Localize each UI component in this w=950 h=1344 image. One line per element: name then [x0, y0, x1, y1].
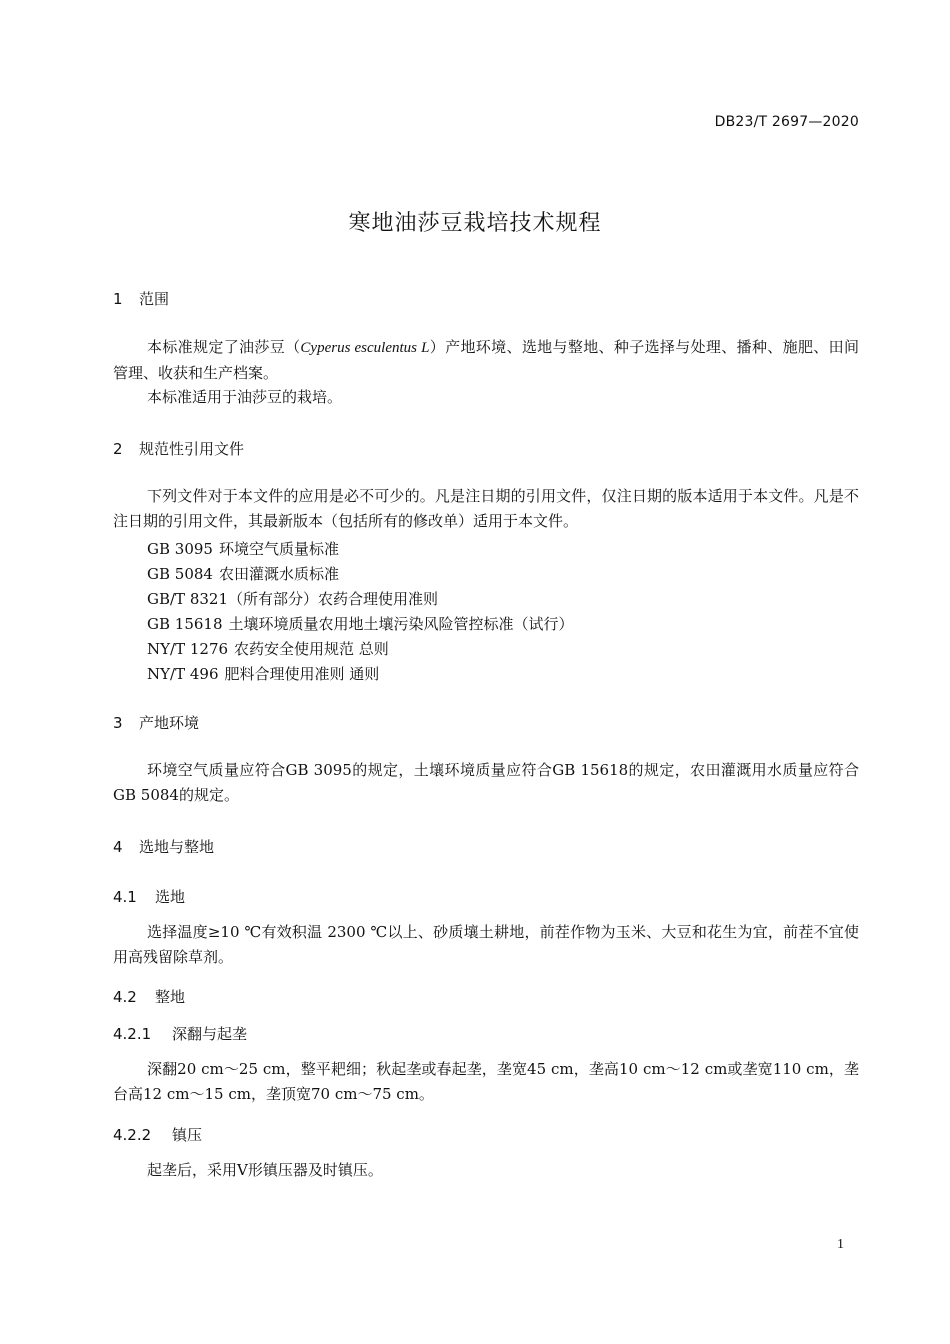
section-3-heading — [113, 712, 199, 733]
document-title: 寒地油莎豆栽培技术规程 — [348, 211, 602, 236]
reference-item — [147, 563, 339, 584]
reference-name: 肥料合理使用准则 通则 — [224, 665, 380, 683]
section-number: 2 — [113, 440, 123, 458]
section-number: 4.2.2 — [113, 1126, 152, 1144]
section-2-heading — [113, 438, 244, 459]
text-run: 本标准规定了油莎豆（ — [147, 338, 301, 356]
reference-name: 农田灌溉水质标准 — [218, 565, 339, 583]
section-4-1-heading — [113, 886, 185, 907]
reference-code: GB 15618 — [147, 615, 223, 633]
section-title: 镇压 — [172, 1126, 203, 1144]
section-4-2-1-paragraph-1: 深翻20 cm～25 cm，整平耙细；秋起垄或春起垄，垄宽45 cm，垄高10 cm～12 cm或垄宽110 cm，垄台高12 cm～15 cm，垄顶宽70 cm～75 cm。 — [113, 1060, 859, 1103]
reference-code: GB 3095 — [147, 540, 213, 558]
section-1-heading — [113, 288, 169, 309]
section-3-paragraph-1: 环境空气质量应符合GB 3095的规定，土壤环境质量应符合GB 15618的规定，农田灌溉用水质量应符合GB 5084的规定。 — [113, 761, 859, 804]
reference-code: NY/T 1276 — [147, 640, 229, 658]
section-4-2-2-heading — [113, 1124, 202, 1145]
section-number: 4 — [113, 838, 123, 856]
section-4-2-1-heading — [113, 1023, 247, 1044]
section-number: 4.2.1 — [113, 1025, 152, 1043]
section-4-2-2-paragraph-1: 起垄后，采用V形镇压器及时镇压。 — [147, 1161, 383, 1179]
section-number: 4.1 — [113, 888, 137, 906]
reference-name: （所有部分）农药合理使用准则 — [228, 590, 439, 608]
section-title: 深翻与起垄 — [172, 1025, 248, 1043]
reference-item — [147, 613, 574, 634]
section-1-paragraph-2: 本标准适用于油莎豆的栽培。 — [147, 388, 343, 406]
section-4-2-heading — [113, 986, 185, 1007]
reference-name: 环境空气质量标准 — [218, 540, 339, 558]
section-number: 4.2 — [113, 988, 137, 1006]
section-title: 范围 — [139, 290, 170, 308]
reference-item — [147, 588, 438, 609]
reference-code: NY/T 496 — [147, 665, 219, 683]
section-1-paragraph-1 — [113, 335, 859, 386]
section-title: 选地 — [155, 888, 186, 906]
standard-number: DB23/T 2697—2020 — [714, 114, 859, 130]
section-2-paragraph-1: 下列文件对于本文件的应用是必不可少的。凡是注日期的引用文件，仅注日期的版本适用于本文件。凡是不注日期的引用文件，其最新版本（包括所有的修改单）适用于本文件。 — [113, 487, 859, 530]
section-4-heading — [113, 836, 214, 857]
text-run: ）产地环境、选地与整地、种子选择与处理、播种、施肥、田间管理、收获和生产档案。 — [113, 338, 859, 382]
section-title: 规范性引用文件 — [139, 440, 245, 458]
latin-species-name: Cyperus esculentus L — [300, 340, 430, 356]
reference-item — [147, 538, 339, 559]
section-number: 3 — [113, 714, 123, 732]
reference-code: GB 5084 — [147, 565, 213, 583]
page-number: 1 — [837, 1237, 844, 1252]
section-4-1-paragraph-1: 选择温度≥10 ℃有效积温 2300 ℃以上、砂质壤土耕地，前茬作物为玉米、大豆和花生为宜，前茬不宜使用高残留除草剂。 — [113, 923, 859, 966]
reference-item — [147, 663, 379, 684]
reference-code: GB/T 8321 — [147, 590, 229, 608]
reference-item — [147, 638, 389, 659]
section-number: 1 — [113, 290, 123, 308]
reference-name: 农药安全使用规范 总则 — [234, 640, 389, 658]
section-title: 选地与整地 — [139, 838, 215, 856]
reference-name: 土壤环境质量农用地土壤污染风险管控标准（试行） — [228, 615, 574, 633]
section-title: 产地环境 — [139, 714, 200, 732]
section-title: 整地 — [155, 988, 186, 1006]
